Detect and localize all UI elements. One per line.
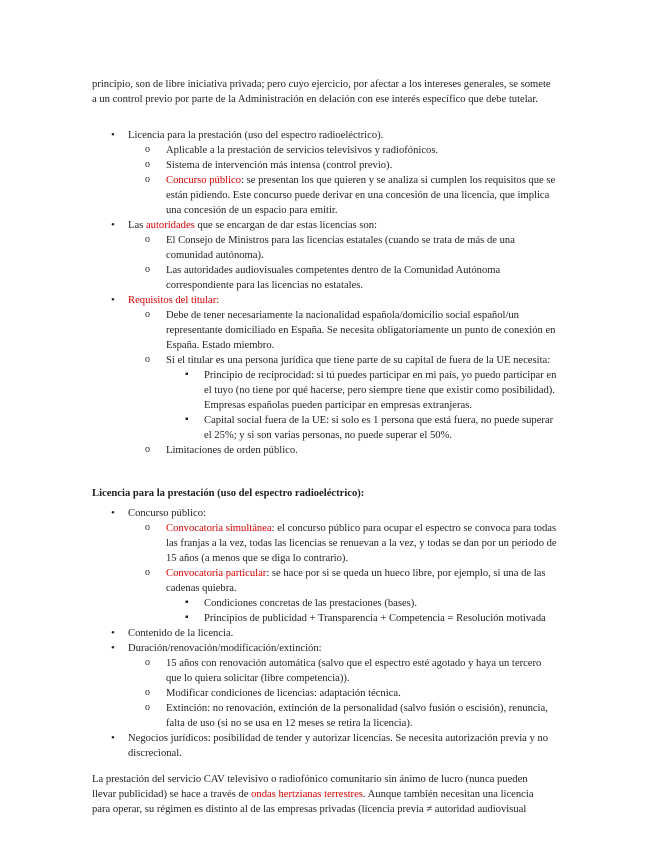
section-heading: Licencia para la prestación (uso del espectro radioeléctrico): bbox=[92, 488, 365, 499]
list-item-text: que se encargan de dar estas licencias son: bbox=[194, 220, 377, 231]
paragraph-text: . Aunque también necesitan una licencia para operar, su régimen es distinto al de las empresas privadas (licencia previa ≠ autoridad audiovisual bbox=[92, 789, 534, 815]
list-item: ▪ Principios de publicidad + Transparencia + Competencia = Resolución motivada bbox=[204, 611, 558, 626]
intro-paragraph: principio, son de libre iniciativa privada; pero cuyo ejercicio, por afectar a los intereses generales, se somete a un control previo por parte de la Administración en delación con ese interés específico que debe tutelar. bbox=[92, 79, 551, 105]
paragraph-text: La prestación del servicio CAV televisivo o radiofónico comunitario sin ánimo de lucro (nunca pueden llevar publicidad) se hace a través de bbox=[92, 774, 528, 800]
list-item: o 15 años con renovación automática (salvo que el espectro esté agotado y haya un tercero que lo quiera solicitar (libre competencia)). bbox=[166, 656, 558, 686]
red-term: Concurso público bbox=[166, 175, 242, 186]
list-item-text: Si el titular es una persona jurídica que tiene parte de su capital de fuera de la UE necesita: bbox=[166, 355, 551, 366]
list-item: • Negocios jurídicos: posibilidad de tender y autorizar licencias. Se necesita autorización previa y no discrecional. bbox=[128, 731, 558, 761]
list-item bbox=[166, 566, 558, 626]
list-item: o El Consejo de Ministros para las licencias estatales (cuando se trata de más de una comunidad autónoma). bbox=[166, 233, 558, 263]
red-term: Convocatoria particular bbox=[166, 568, 267, 579]
bullet-list-2 bbox=[128, 506, 558, 761]
list-item: o Aplicable a la prestación de servicios televisivos y radiofónicos. bbox=[166, 143, 558, 158]
list-item-text: Concurso público: bbox=[128, 508, 206, 519]
list-item-concurso bbox=[166, 173, 558, 218]
red-term: Requisitos del titular: bbox=[128, 295, 220, 306]
list-item-text: : se presentan los que quieren y se analiza si cumplen los requisitos que se están pidiendo. Este concurso puede derivar en una concesión de una licencia, que implica una concesión de un espacio para emitir. bbox=[166, 175, 556, 216]
list-item-requisitos bbox=[128, 293, 558, 458]
red-term: autoridades bbox=[145, 220, 195, 231]
list-item: o Limitaciones de orden público. bbox=[166, 443, 558, 458]
list-item: o Las autoridades audiovisuales competentes dentro de la Comunidad Autónoma correspondiente para las licencias no estatales. bbox=[166, 263, 558, 293]
list-item: ▪ Capital social fuera de la UE: si solo es 1 persona que está fuera, no puede superar el 25%; y si son varias personas, no puede superar el 50%. bbox=[204, 413, 558, 443]
list-item: o Extinción: no renovación, extinción de la personalidad (salvo fusión o escisión), renuncia, falta de uso (si no se usa en 12 meses se retira la licencia). bbox=[166, 701, 558, 731]
list-item-concurso-publico bbox=[128, 506, 558, 626]
red-term: Convocatoria simultánea bbox=[166, 523, 272, 534]
list-item-text: : el concurso público para ocupar el espectro se convoca para todas las franjas a la vez, todas las licencias se renuevan a la vez, y todas se dan por un periodo de 15 años (a menos que se diga lo contrario). bbox=[166, 523, 557, 564]
list-item-licencia bbox=[128, 128, 558, 218]
red-term: ondas hertzianas terrestres bbox=[251, 789, 363, 800]
list-item: ▪ Condiciones concretas de las prestaciones (bases). bbox=[204, 596, 558, 611]
list-item-text: : se hace por si se queda un hueco libre, por ejemplo, si una de las cadenas quiebra. bbox=[166, 568, 546, 594]
list-item: o Modificar condiciones de licencias: adaptación técnica. bbox=[166, 686, 558, 701]
list-item: ▪ Principio de reciprocidad: si tú puedes participar en mi país, yo puedo participar en el tuyo (no tiene por qué hacerse, pero siempre tiene que existir como posibilidad). Empresas españolas pueden participar en empresas extranjeras. bbox=[204, 368, 558, 413]
list-item bbox=[166, 353, 558, 443]
list-item: • Contenido de la licencia. bbox=[128, 626, 558, 641]
list-item bbox=[166, 521, 558, 566]
list-item-text: Duración/renovación/modificación/extinción: bbox=[128, 643, 322, 654]
licencia-label: Licencia para la prestación (uso del espectro radioeléctrico). bbox=[128, 130, 384, 141]
final-paragraph bbox=[92, 772, 554, 817]
list-item: o Sistema de intervención más intensa (control previo). bbox=[166, 158, 558, 173]
list-item: o Debe de tener necesariamente la nacionalidad española/domicilio social español/un representante domiciliado en España. Se necesita obligatoriamente un punto de conexión en España. Estado miembro. bbox=[166, 308, 558, 353]
list-item-text: Las bbox=[128, 220, 146, 231]
bullet-list-1 bbox=[128, 128, 558, 458]
list-item-duracion bbox=[128, 641, 558, 731]
list-item-autoridades bbox=[128, 218, 558, 293]
